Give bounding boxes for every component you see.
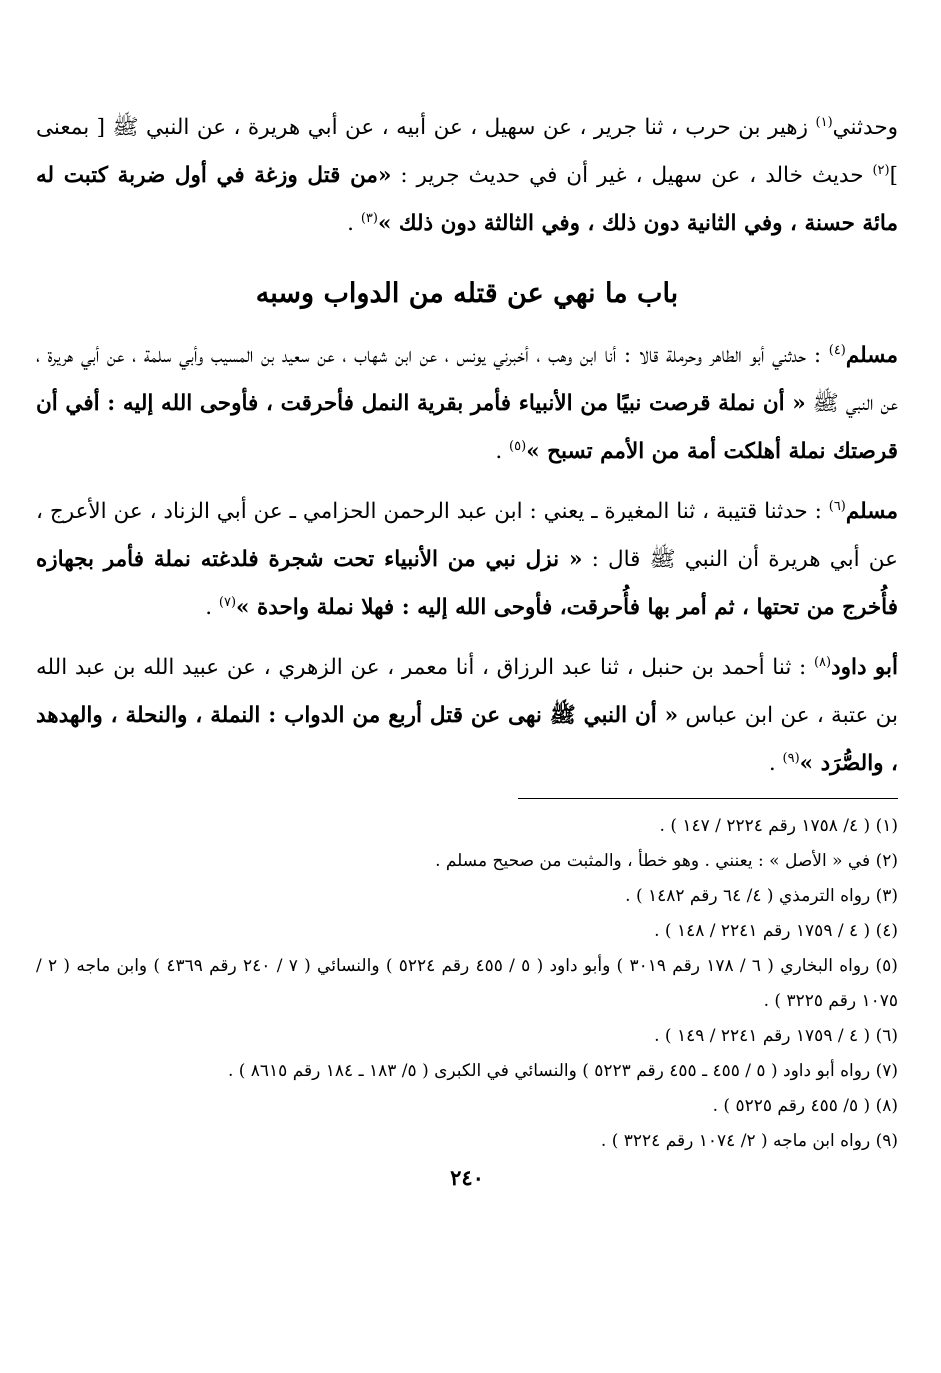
chapter-heading: باب ما نهي عن قتله من الدواب وسبه (255, 278, 679, 309)
hadith-paragraph-1 (36, 104, 898, 248)
narrator-lead: وحدثني (832, 115, 898, 140)
book-page (36, 104, 898, 1190)
footnote-ref-6[interactable]: (٦) (828, 498, 846, 514)
sentence-end: . (347, 211, 361, 236)
footnote-ref-1[interactable]: (١) (815, 114, 833, 130)
footnote-ref-8[interactable]: (٨) (813, 654, 832, 670)
footnote-2: (٢) في « الأصل » : يعنني . وهو خطأ ، والمثبت من صحيح مسلم . (435, 851, 898, 871)
isnad-text: : حدثنا قتيبة ، ثنا المغيرة ـ يعني : ابن عبد الرحمن الحزامي ـ عن أبي الزناد ، عن الأعرج ، عن أبي هريرة أن النبي ﷺ قال : (36, 499, 898, 572)
footnote-ref-2[interactable]: (٢) (872, 162, 890, 178)
source-lead: مسلم (845, 499, 898, 524)
hadith-paragraph-2 (36, 332, 898, 476)
footnotes-section (36, 809, 898, 1159)
footnote-ref-7[interactable]: (٧) (218, 594, 237, 610)
footnote-ref-3[interactable]: (٣) (360, 210, 378, 226)
footnote-divider (518, 798, 898, 799)
isnad-text: : حدثني أبو الطاهر وحرملة قالا : أنا ابن وهب ، أخبرني يونس ، عن ابن شهاب ، عن سعيد بن المسيب وأبي سلمة ، عن أبي هريرة ، عن النبي ﷺ (36, 343, 898, 416)
isnad-text: حديث خالد ، عن سهيل ، غير أن في حديث جرير : (391, 163, 873, 188)
isnad-text: زهير بن حرب ، ثنا جرير ، عن سهيل ، عن أبيه ، عن أبي هريرة ، عن النبي ﷺ [ بمعنى ] (36, 115, 898, 188)
sentence-end: . (495, 439, 510, 464)
isnad-text: : ثنا أحمد بن حنبل ، ثنا عبد الرزاق ، أنا معمر ، عن الزهري ، عن عبيد الله بن عبد الله بن عتبة ، عن ابن عباس (36, 655, 898, 728)
hadith-paragraph-4 (36, 644, 898, 788)
hadith-paragraph-3 (36, 488, 898, 632)
footnote-4: (٤) ( ٤ / ١٧٥٩ رقم ٢٢٤١ / ١٤٨ ) . (654, 921, 898, 941)
hadith-matn: «من قتل وزغة في أول ضربة كتبت له مائة حسنة ، وفي الثانية دون ذلك ، وفي الثالثة دون ذلك » (36, 163, 898, 236)
hadith-matn: « نزل نبي من الأنبياء تحت شجرة فلدغته نملة فأمر بجهازه فأُخرج من تحتها ، ثم أمر بها فأُحرقت، فأوحى الله إليه : فهلا نملة واحدة » (36, 547, 898, 620)
footnote-ref-4[interactable]: (٤) (828, 342, 846, 358)
footnote-1: (١) ( ٤/ ١٧٥٨ رقم ٢٢٢٤ / ١٤٧ ) . (659, 816, 898, 836)
hadith-matn: « أن نملة قرصت نبيًا من الأنبياء فأمر بقرية النمل فأحرقت ، فأوحى الله إليه : أفي أن قرصتك نملة أهلكت أمة من الأمم تسبح » (36, 391, 898, 464)
footnote-7: (٧) رواه أبو داود ( ٥ / ٤٥٥ ـ ٤٥٥ رقم ٥٢٢٣ ) والنسائي في الكبرى ( ٥/ ١٨٣ ـ ١٨٤ رقم ٨٦١٥ ) . (227, 1061, 898, 1081)
footnote-5: (٥) رواه البخاري ( ٦ / ١٧٨ رقم ٣٠١٩ ) وأبو داود ( ٥ / ٤٥٥ رقم ٥٢٢٤ ) والنسائي ( ٧ / ٢٤٠ رقم ٤٣٦٩ ) وابن ماجه ( ٢ / ١٠٧٥ رقم ٣٢٢٥ ) . (36, 956, 898, 1011)
hadith-matn: « أن النبي ﷺ نهى عن قتل أربع من الدواب : النملة ، والنحلة ، والهدهد ، والصُّرَد » (36, 703, 898, 776)
footnote-8: (٨) ( ٥/ ٤٥٥ رقم ٥٢٢٥ ) . (712, 1096, 898, 1116)
footnote-ref-5[interactable]: (٥) (509, 438, 527, 454)
page-number: ٢٤٠ (450, 1165, 484, 1190)
sentence-end: . (768, 751, 783, 776)
footnote-ref-9[interactable]: (٩) (782, 750, 800, 766)
footnote-3: (٣) رواه الترمذي ( ٤/ ٦٤ رقم ١٤٨٢ ) . (625, 886, 898, 906)
source-lead: مسلم (845, 343, 898, 368)
footnote-6: (٦) ( ٤ / ١٧٥٩ رقم ٢٢٤١ / ١٤٩ ) . (654, 1026, 898, 1046)
sentence-end: . (205, 595, 219, 620)
footnote-9: (٩) رواه ابن ماجه ( ٢/ ١٠٧٤ رقم ٣٢٢٤ ) . (600, 1131, 898, 1151)
source-lead: أبو داود (831, 655, 898, 680)
